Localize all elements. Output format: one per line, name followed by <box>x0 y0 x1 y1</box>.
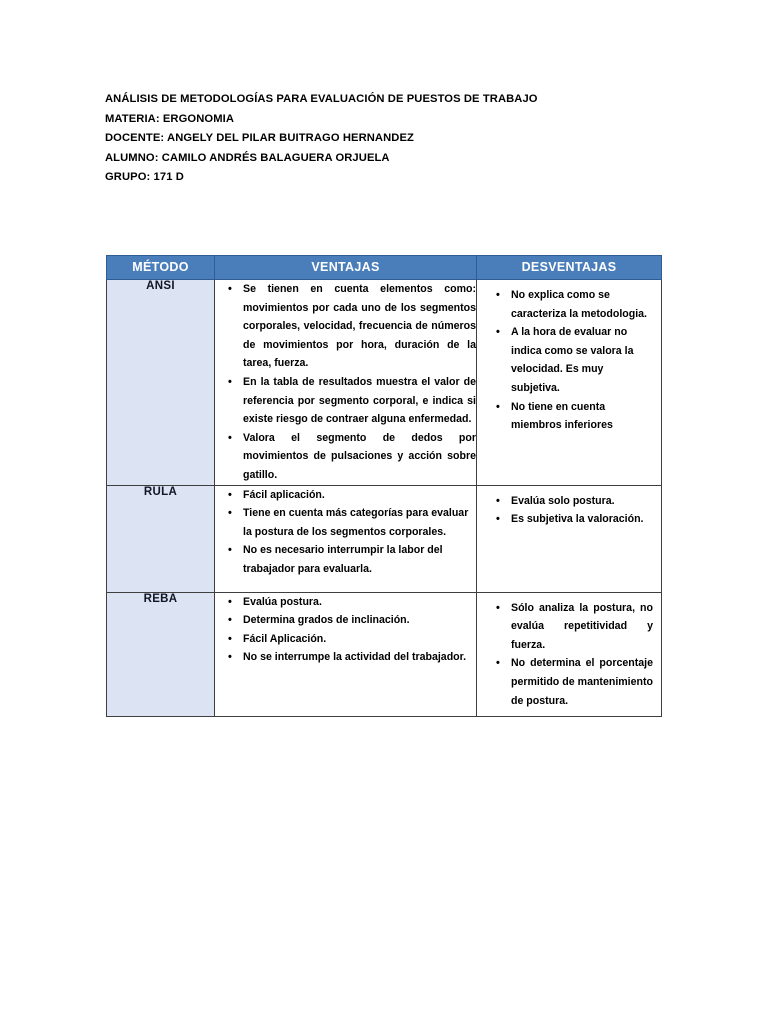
list-item: • Evalúa postura. <box>243 593 476 612</box>
desventajas-list-reba <box>483 599 653 711</box>
ventajas-cell-ansi <box>215 280 477 486</box>
method-name-reba: REBA <box>107 592 215 717</box>
header-line-title: ANÁLISIS DE METODOLOGÍAS PARA EVALUACIÓN DE PUESTOS DE TRABAJO <box>105 93 538 105</box>
list-item: • Se tienen en cuenta elementos como: movimientos por cada uno de los segmentos corporales, velocidad, frecuencia de números de movimientos por hora, duración de la tarea, fuerza. <box>243 280 476 373</box>
list-item: • Valora el segmento de dedos por movimientos de pulsaciones y acción sobre gatillo. <box>243 429 476 485</box>
desventajas-cell-ansi <box>477 280 662 486</box>
desventajas-cell-reba <box>477 592 662 717</box>
ventajas-list-reba <box>215 593 476 667</box>
column-header-ventajas: VENTAJAS <box>215 256 477 280</box>
table-body <box>107 280 662 717</box>
list-item: • Sólo analiza la postura, no evalúa repetitividad y fuerza. <box>511 599 653 655</box>
method-name-ansi: ANSI <box>107 280 215 486</box>
table-row <box>107 485 662 592</box>
ventajas-cell-reba <box>215 592 477 717</box>
methods-comparison-table-wrapper <box>106 255 661 717</box>
table-header-row <box>107 256 662 280</box>
column-header-desventajas: DESVENTAJAS <box>477 256 662 280</box>
table-row <box>107 592 662 717</box>
list-item: • No es necesario interrumpir la labor del trabajador para evaluarla. <box>243 541 476 578</box>
ventajas-cell-rula <box>215 485 477 592</box>
document-header <box>105 90 705 188</box>
header-line-grupo: GRUPO: 171 D <box>105 171 184 183</box>
list-item: • Es subjetiva la valoración. <box>511 510 653 529</box>
header-line-alumno: ALUMNO: CAMILO ANDRÉS BALAGUERA ORJUELA <box>105 151 390 164</box>
list-item: • Tiene en cuenta más categorías para evaluar la postura de los segmentos corporales. <box>243 504 476 541</box>
header-line-docente: DOCENTE: ANGELY DEL PILAR BUITRAGO HERNANDEZ <box>105 132 414 144</box>
ventajas-list-ansi <box>215 280 476 485</box>
method-name-rula: RULA <box>107 485 215 592</box>
list-item: • No determina el porcentaje permitido de mantenimiento de postura. <box>511 654 653 710</box>
list-item: • En la tabla de resultados muestra el valor de referencia por segmento corporal, e indica si existe riesgo de contraer alguna enfermedad. <box>243 373 476 429</box>
list-item: • Fácil aplicación. <box>243 486 476 505</box>
desventajas-list-rula <box>483 492 653 529</box>
column-header-metodo: MÉTODO <box>107 256 215 280</box>
list-item: • Fácil Aplicación. <box>243 630 476 649</box>
list-item: • No explica como se caracteriza la metodologia. <box>511 286 653 323</box>
table-header <box>107 256 662 280</box>
desventajas-cell-rula <box>477 485 662 592</box>
desventajas-list-ansi <box>483 286 653 435</box>
methods-comparison-table <box>106 255 662 717</box>
list-item: • No se interrumpe la actividad del trabajador. <box>243 648 476 667</box>
list-item: • A la hora de evaluar no indica como se valora la velocidad. Es muy subjetiva. <box>511 323 653 397</box>
ventajas-list-rula <box>215 486 476 579</box>
table-row <box>107 280 662 486</box>
header-line-materia: MATERIA: ERGONOMIA <box>105 112 234 125</box>
list-item: • Evalúa solo postura. <box>511 492 653 511</box>
list-item: • No tiene en cuenta miembros inferiores <box>511 398 653 435</box>
list-item: • Determina grados de inclinación. <box>243 611 476 630</box>
